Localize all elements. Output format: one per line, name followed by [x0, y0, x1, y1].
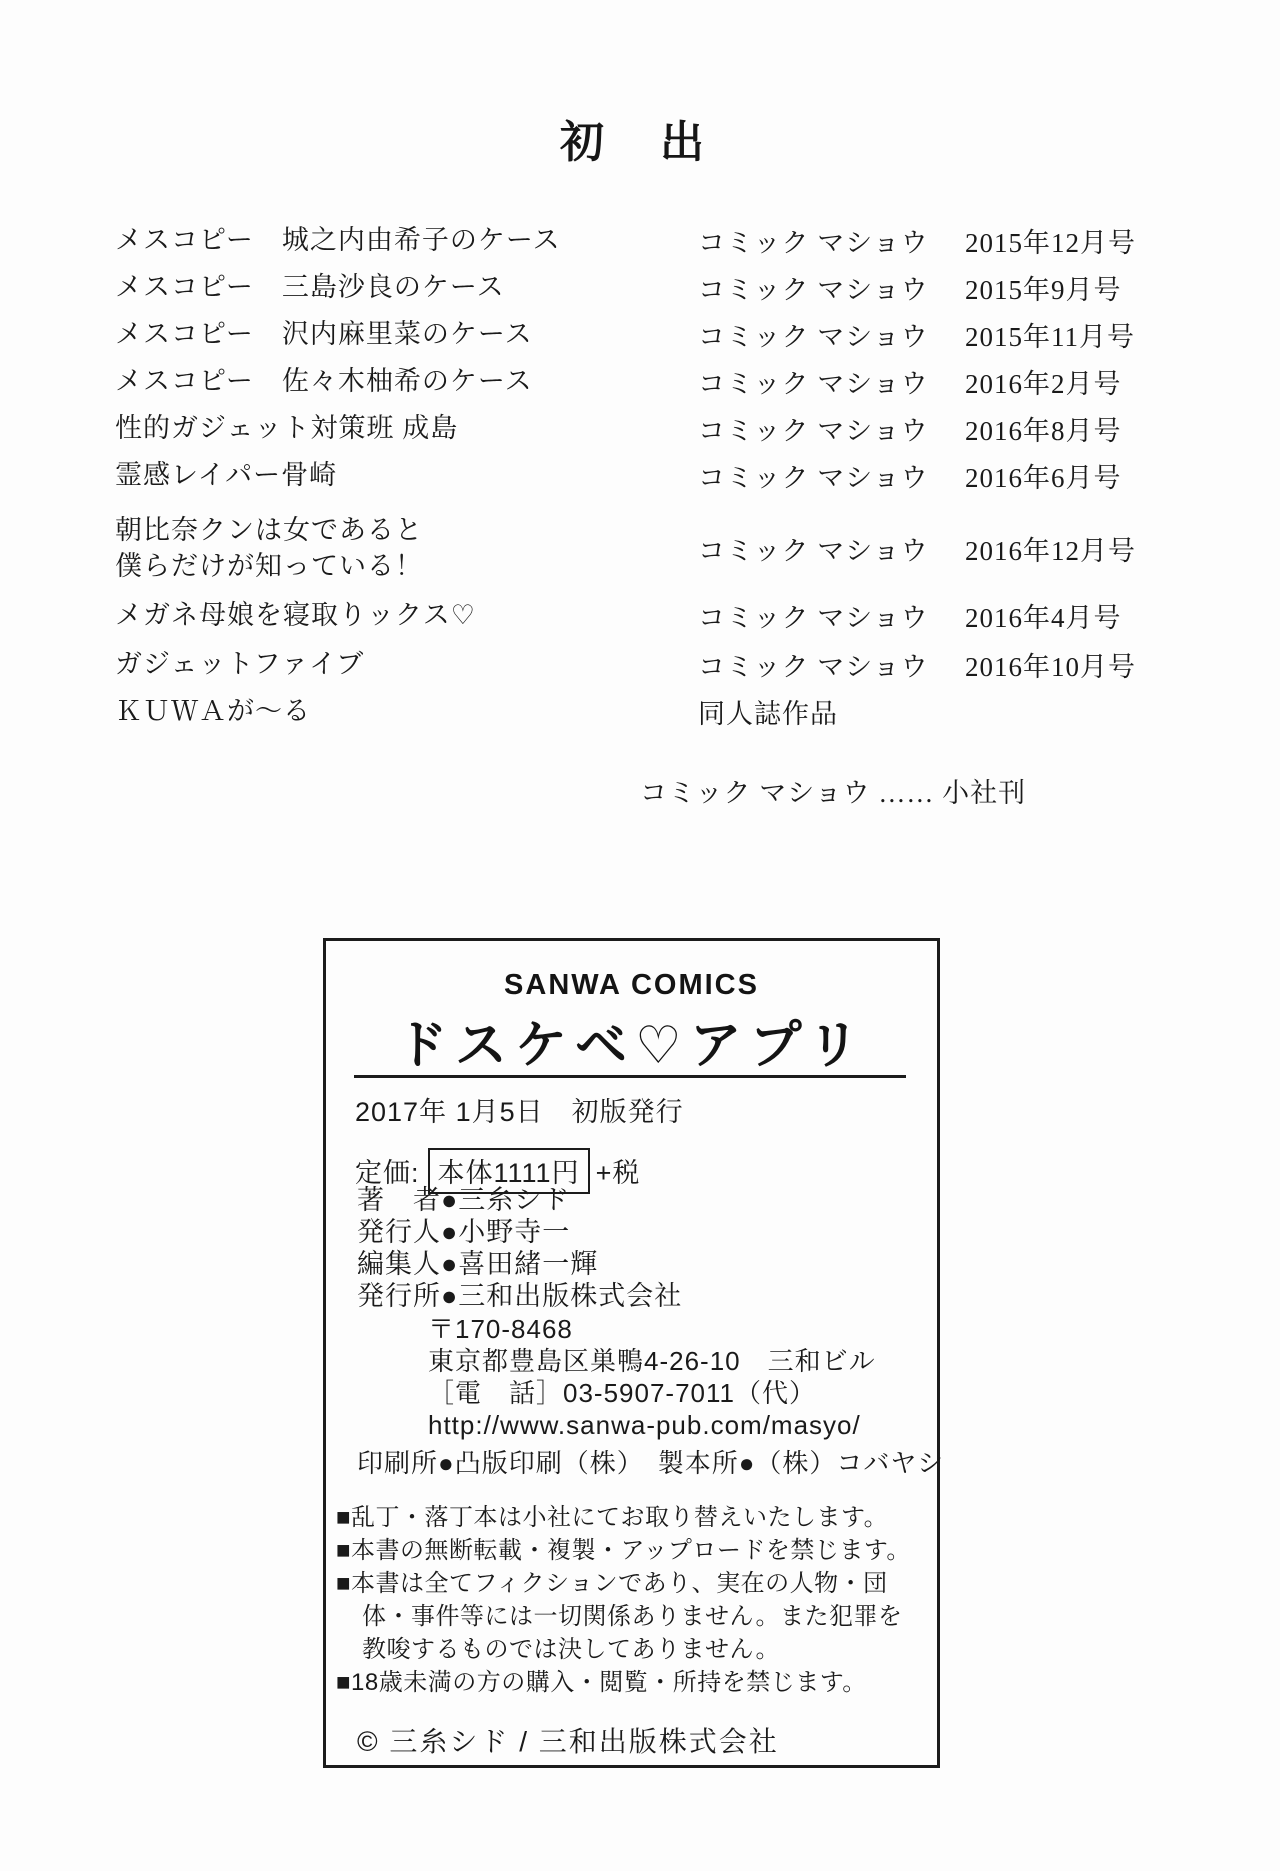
publication-row — [115, 688, 1175, 735]
price-label: 定価: — [355, 1158, 420, 1188]
notice-age-restriction: ■18歳未満の方の購入・閲覧・所持を禁じます。 — [336, 1669, 867, 1696]
title-divider — [354, 1075, 906, 1078]
issue-date: 2015年12月号 — [965, 228, 1136, 258]
credits-block — [357, 1184, 682, 1312]
work-title: メスコピー 佐々木柚希のケース — [115, 366, 533, 396]
issue-date: 2016年2月号 — [965, 369, 1122, 399]
postal-code: 〒170-8468 — [428, 1314, 573, 1344]
work-title: メスコピー 三島沙良のケース — [115, 272, 505, 302]
phone-number: ［電 話］03-5907-7011（代） — [428, 1378, 816, 1408]
work-title: ＫＵＷＡが～る — [115, 696, 311, 726]
work-title: メスコピー 沢内麻里菜のケース — [115, 319, 533, 349]
publication-row — [115, 217, 1175, 264]
work-title: メスコピー 城之内由希子のケース — [115, 225, 561, 255]
publication-row — [115, 264, 1175, 311]
edition-date: 2017年 1月5日 初版発行 — [355, 1097, 684, 1127]
notice-no-reproduction: ■本書の無断転載・複製・アップロードを禁じます。 — [336, 1537, 911, 1564]
publishing-house-line: 発行所●三和出版株式会社 — [357, 1281, 683, 1311]
colophon-box — [323, 938, 945, 1768]
notice-fiction: ■本書は全てフィクションであり、実在の人物・団体・事件等には一切関係ありません。また犯罪を教唆するものでは決してありません。 — [336, 1570, 903, 1663]
issue-date: 2016年12月号 — [965, 535, 1136, 566]
magazine-name: コミック マショウ — [698, 535, 929, 566]
notice-misprint: ■乱丁・落丁本は小社にてお取り替えいたします。 — [336, 1504, 889, 1531]
publication-row — [115, 641, 1175, 688]
price-value: 本体1111円 — [428, 1148, 590, 1194]
book-title: ドスケベ♡アプリ — [395, 1018, 868, 1075]
issue-date: 2016年10月号 — [965, 652, 1136, 682]
magazine-name: コミック マショウ — [698, 603, 929, 633]
magazine-name: コミック マショウ — [698, 369, 929, 399]
website-url: http://www.sanwa-pub.com/masyo/ — [428, 1410, 861, 1440]
magazine-name: コミック マショウ — [698, 228, 929, 258]
publication-row — [115, 592, 1175, 639]
publication-row — [115, 358, 1175, 405]
printing-line: 印刷所●凸版印刷（株） 製本所●（株）コバヤシ — [357, 1448, 945, 1478]
magazine-name: コミック マショウ — [698, 652, 929, 682]
magazine-publisher-note: コミック マショウ …… 小社刊 — [640, 778, 1027, 808]
issue-date: 2016年4月号 — [965, 603, 1122, 633]
work-title: ガジェットファイブ — [115, 649, 365, 679]
issue-date: 2016年6月号 — [965, 463, 1122, 493]
work-title: 霊感レイパー骨崎 — [115, 460, 338, 490]
magazine-name: コミック マショウ — [698, 463, 929, 493]
issue-date: 2016年8月号 — [965, 416, 1122, 446]
street-address: 東京都豊島区巣鴨4-26-10 三和ビル — [428, 1346, 876, 1376]
publication-row — [115, 311, 1175, 358]
publisher-person-line: 発行人●小野寺一 — [357, 1217, 571, 1247]
author-line: 著 者●三糸シド — [357, 1185, 571, 1215]
editor-line: 編集人●喜田緒一輝 — [357, 1249, 599, 1279]
address-block — [428, 1313, 876, 1441]
publication-row — [115, 512, 1175, 584]
publication-row — [115, 405, 1175, 452]
magazine-name: コミック マショウ — [698, 416, 929, 446]
publication-row — [115, 452, 1175, 499]
issue-date: 2015年11月号 — [965, 322, 1135, 352]
work-title: 朝比奈クンは女であると 僕らだけが知っている！ — [115, 515, 423, 581]
issue-date: 2015年9月号 — [965, 275, 1122, 305]
price-tax-suffix: +税 — [595, 1158, 641, 1188]
work-title: 性的ガジェット対策班 成島 — [115, 413, 459, 443]
page-title: 初 出 — [560, 118, 710, 167]
imprint-label: SANWA COMICS — [504, 969, 759, 1001]
magazine-name: コミック マショウ — [698, 322, 929, 352]
legal-notices — [336, 1501, 924, 1699]
copyright-line: © 三糸シド / 三和出版株式会社 — [357, 1726, 779, 1757]
work-title: メガネ母娘を寝取りックス♡ — [115, 600, 476, 630]
magazine-name: コミック マショウ — [698, 275, 929, 305]
magazine-name: 同人誌作品 — [698, 699, 838, 729]
